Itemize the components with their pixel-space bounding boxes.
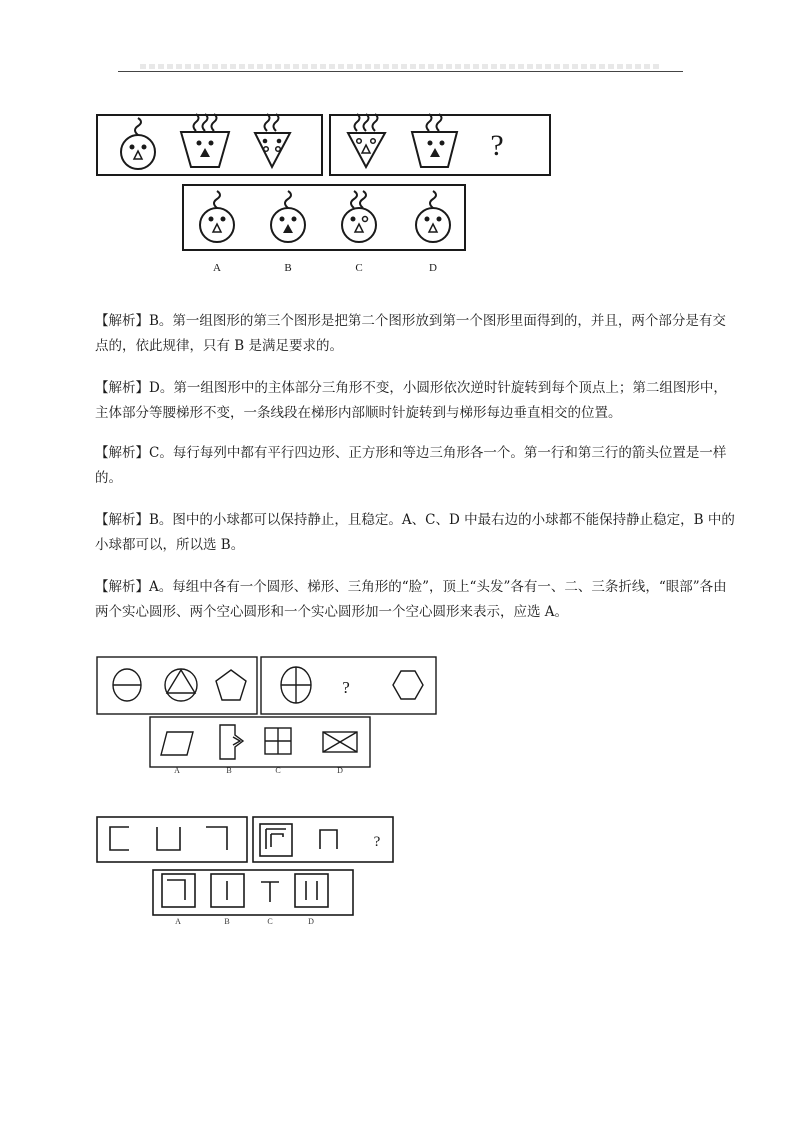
- bracket-left-icon: [110, 827, 129, 850]
- header-text-faded: [140, 64, 660, 69]
- option-a-face-icon: [200, 191, 234, 242]
- option-b-line-square-icon: [211, 874, 244, 907]
- explanation-paragraph: [95, 441, 735, 491]
- options-box: [150, 717, 370, 767]
- option-label: D: [337, 766, 343, 775]
- bracket-cup-icon: [157, 827, 180, 850]
- figure-shapes-puzzle: [95, 655, 445, 780]
- explanation-text: B。第一组图形的第三个图形是把第二个图形放到第一个图形里面得到的，并且，两个部分是有交点的，依此规律，只有 B 是满足要求的。: [95, 313, 726, 354]
- option-c-t-shape-icon: [261, 882, 279, 902]
- header-rule: [118, 71, 683, 72]
- question-mark: ?: [490, 129, 504, 162]
- face-circle-icon: [121, 118, 155, 169]
- option-b-arrow-shape-icon: [220, 725, 243, 759]
- option-c-face-icon: [342, 191, 376, 242]
- option-c-square-cross-icon: [265, 728, 291, 754]
- face-trapezoid-icon: [181, 114, 229, 167]
- option-label: A: [174, 766, 180, 775]
- question-mark: ?: [373, 834, 381, 850]
- face-trapezoid-icon: [412, 114, 457, 167]
- question-mark: ?: [342, 678, 350, 697]
- explanation-label: 【解析】: [95, 313, 149, 329]
- explanation-label: 【解析】: [95, 445, 149, 461]
- options-box: [153, 870, 353, 915]
- circle-with-triangle-icon: [165, 669, 197, 701]
- figure-face-puzzle: [95, 100, 565, 280]
- pentagon-icon: [216, 670, 246, 700]
- explanation-text: C。每行每列中都有平行四边形、正方形和等边三角形各一个。第一行和第三行的箭头位置是一样的。: [95, 445, 727, 486]
- option-label: C: [275, 766, 281, 775]
- option-label: A: [175, 917, 181, 926]
- explanation-text: B。图中的小球都可以保持静止，且稳定。A、C、D 中最右边的小球都不能保持静止稳定，B 中的小球都可以，所以选 B。: [95, 512, 735, 553]
- explanation-paragraph: [95, 376, 735, 426]
- explanation-paragraph: [95, 309, 735, 359]
- explanation-label: 【解析】: [95, 380, 149, 396]
- hexagon-icon: [393, 671, 423, 699]
- option-a-corner-square-icon: [162, 874, 195, 907]
- option-label: A: [213, 262, 221, 274]
- explanation-paragraph: [95, 575, 735, 625]
- option-b-face-icon: [271, 191, 305, 242]
- circle-with-line-icon: [113, 669, 141, 701]
- option-label: B: [224, 917, 230, 926]
- double-corner-icon: [260, 824, 292, 856]
- option-label: C: [267, 917, 273, 926]
- option-label: B: [226, 766, 232, 775]
- corner-right-icon: [206, 827, 227, 850]
- explanation-label: 【解析】: [95, 512, 149, 528]
- ellipse-with-cross-icon: [281, 667, 311, 703]
- option-label: C: [355, 262, 363, 274]
- option-label: B: [284, 262, 292, 274]
- figure-lines-puzzle: [95, 812, 405, 932]
- option-label: D: [429, 262, 437, 274]
- option-d-double-line-square-icon: [295, 874, 328, 907]
- option-label: D: [308, 917, 314, 926]
- explanation-paragraph: [95, 508, 735, 558]
- explanation-text: D。第一组图形中的主体部分三角形不变，小圆形依次逆时针旋转到每个顶点上；第二组图形中，主体部分等腰梯形不变，一条线段在梯形内部顺时针旋转到与梯形每边垂直相交的位置。: [95, 380, 727, 421]
- explanation-label: 【解析】: [95, 579, 149, 595]
- option-d-face-icon: [416, 191, 450, 242]
- option-d-envelope-icon: [323, 732, 357, 752]
- face-triangle-icon: [255, 114, 290, 167]
- option-a-parallelogram-icon: [161, 732, 193, 755]
- question-box-group-1: [97, 817, 247, 862]
- face-triangle-icon: [348, 114, 385, 167]
- arch-icon: [320, 830, 337, 849]
- explanation-text: A。每组中各有一个圆形、梯形、三角形的“脸”，顶上“头发”各有一、二、三条折线，“眼部”各由两个实心圆形、两个空心圆形和一个实心圆形加一个空心圆形来表示，应选 A。: [95, 579, 727, 620]
